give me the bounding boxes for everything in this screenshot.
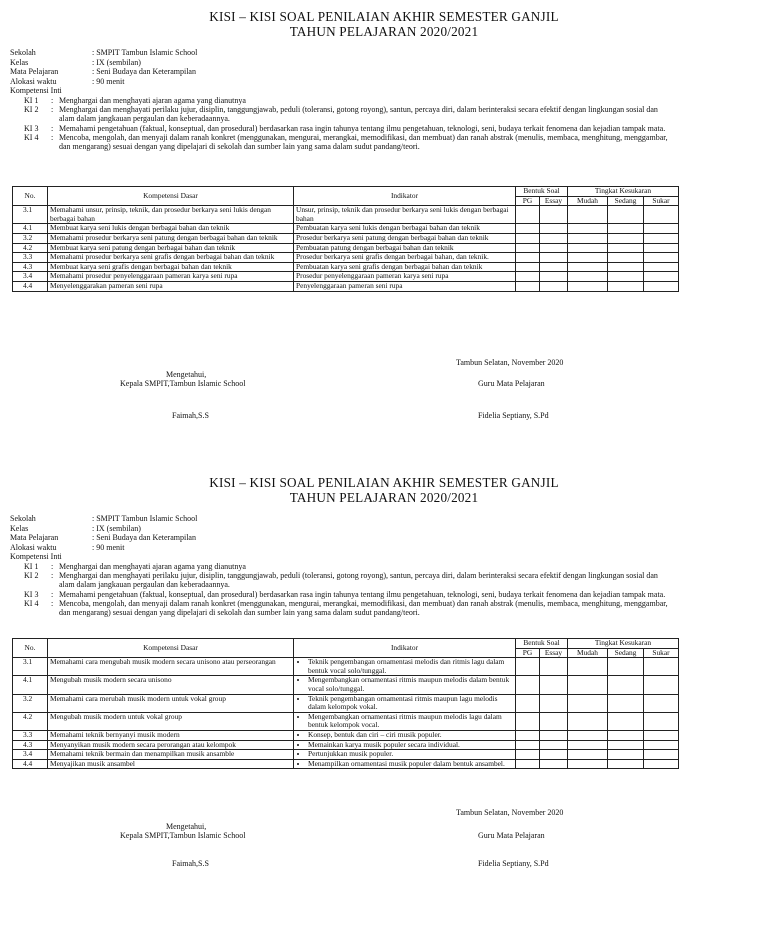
- cell-no: 3.1: [13, 658, 48, 676]
- ki-row: KI 4 : Mencoba, mengolah, dan menyaji dalam ranah konkret (menggunakan, mengurai, merangkai, memodifikasi, dan membuat) dan ranah abstrak (menulis, membaca, menghitung, menggambar, dan mengarang) sesuai dengan yang dipelajari di sekolah dan sumber lain yang sama dalam sudut pandang/teori.: [24, 599, 668, 617]
- cell-no: 4.3: [13, 262, 48, 272]
- document-sheet-1: [0, 6, 768, 420]
- identity-block: [0, 48, 768, 86]
- cell-sukar: [644, 281, 679, 291]
- cell-kompetensi-dasar: Membuat karya seni patung dengan berbagai bahan dan teknik: [48, 243, 294, 253]
- cell-pg: [516, 272, 540, 282]
- cell-no: 3.4: [13, 272, 48, 282]
- cell-mudah: [568, 253, 608, 263]
- cell-sedang: [608, 281, 644, 291]
- doc-title: KISI – KISI SOAL PENILAIAN AKHIR SEMESTER GANJIL: [209, 9, 559, 24]
- table-row: [13, 730, 679, 740]
- cell-pg: [516, 224, 540, 234]
- kompetensi-inti-heading: Kompetensi Inti: [10, 552, 62, 561]
- kepala-name: Faimah,S.S: [172, 411, 209, 420]
- table-row: [13, 281, 679, 291]
- identity-mapel: Mata Pelajaran : Seni Budaya dan Keterampilan: [10, 67, 196, 76]
- kisi-table: [12, 638, 679, 769]
- col-kompetensi-dasar: Kompetensi Dasar: [48, 639, 294, 658]
- cell-essay: [540, 658, 568, 676]
- cell-kompetensi-dasar: Memahami unsur, prinsip, teknik, dan prosedur berkarya seni lukis dengan berbagai bahan: [48, 206, 294, 224]
- place-date: Tambun Selatan, November 2020: [456, 358, 564, 367]
- cell-kompetensi-dasar: Memahami prosedur berkarya seni patung dengan berbagai bahan dan teknik: [48, 233, 294, 243]
- cell-sedang: [608, 694, 644, 712]
- kepala-title: Kepala SMPIT,Tambun Islamic School: [120, 831, 246, 840]
- cell-sedang: [608, 730, 644, 740]
- cell-pg: [516, 694, 540, 712]
- cell-kompetensi-dasar: Membuat karya seni grafis dengan berbagai bahan dan teknik: [48, 262, 294, 272]
- ki-row: KI 1 : Menghargai dan menghayati ajaran agama yang dianutnya: [24, 95, 246, 105]
- cell-mudah: [568, 224, 608, 234]
- ki-row: KI 2 : Menghargai dan menghayati perilaku jujur, disiplin, tanggungjawab, peduli (toleransi, gotong royong), santun, percaya diri, dalam berinteraksi secara efektif dengan lingkungan sosial dan alam dalam jangkauan pergaulan dan keberadaannya.: [24, 105, 658, 123]
- col-essay: Essay: [540, 648, 568, 658]
- cell-indikator: [294, 730, 516, 740]
- table-row: [13, 694, 679, 712]
- col-mudah: Mudah: [568, 648, 608, 658]
- cell-no: 3.4: [13, 750, 48, 760]
- cell-mudah: [568, 750, 608, 760]
- table-row: [13, 676, 679, 694]
- col-pg: PG: [516, 648, 540, 658]
- cell-indikator: Pembuatan karya seni grafis dengan berbagai bahan dan teknik: [294, 262, 516, 272]
- cell-kompetensi-dasar: Menyanyikan musik modern secara perorangan atau kelompok: [48, 740, 294, 750]
- cell-mudah: [568, 233, 608, 243]
- indikator-bullet: • Konsep, bentuk dan ciri – ciri musik populer.: [308, 731, 513, 740]
- table-row: [13, 233, 679, 243]
- cell-sedang: [608, 206, 644, 224]
- cell-essay: [540, 676, 568, 694]
- identity-kelas: Kelas : IX (sembilan): [10, 57, 141, 67]
- cell-essay: [540, 740, 568, 750]
- col-bentuk-soal: Bentuk Soal: [516, 187, 568, 197]
- cell-kompetensi-dasar: Memahami cara merubah musik modern untuk vokal group: [48, 694, 294, 712]
- table-body: [13, 206, 679, 291]
- cell-essay: [540, 750, 568, 760]
- cell-sukar: [644, 759, 679, 769]
- cell-mudah: [568, 740, 608, 750]
- col-tingkat-kesukaran: Tingkat Kesukaran: [568, 187, 679, 197]
- cell-sukar: [644, 262, 679, 272]
- table-body: [13, 658, 679, 769]
- cell-pg: [516, 233, 540, 243]
- cell-indikator: [294, 658, 516, 676]
- guru-title: Guru Mata Pelajaran: [478, 831, 545, 840]
- identity-alokasi: Alokasi waktu : 90 menit: [10, 542, 125, 552]
- cell-sedang: [608, 233, 644, 243]
- cell-sukar: [644, 658, 679, 676]
- col-indikator: Indikator: [294, 187, 516, 206]
- cell-indikator: Pembuatan patung dengan berbagai bahan dan teknik: [294, 243, 516, 253]
- indikator-bullet: • Mengembangkan ornamentasi ritmis maupun melodis dalam bentuk vocal solo/tunggal.: [308, 676, 513, 693]
- table-row: [13, 272, 679, 282]
- cell-no: 4.4: [13, 759, 48, 769]
- cell-no: 4.2: [13, 243, 48, 253]
- col-tingkat-kesukaran: Tingkat Kesukaran: [568, 639, 679, 649]
- cell-no: 4.4: [13, 281, 48, 291]
- kepala-title: Kepala SMPIT,Tambun Islamic School: [120, 379, 246, 388]
- cell-sukar: [644, 740, 679, 750]
- cell-indikator: Pembuatan karya seni lukis dengan berbagai bahan dan teknik: [294, 224, 516, 234]
- place-date: Tambun Selatan, November 2020: [456, 808, 564, 817]
- cell-sukar: [644, 224, 679, 234]
- cell-pg: [516, 759, 540, 769]
- cell-pg: [516, 750, 540, 760]
- cell-indikator: Prosedur penyelenggaraan pameran karya seni rupa: [294, 272, 516, 282]
- cell-pg: [516, 281, 540, 291]
- table-row: [13, 750, 679, 760]
- indikator-bullet: • Teknik pengembangan ornamentasi ritmis maupun lagu melodis dalam kelompok vokal.: [308, 695, 513, 712]
- cell-pg: [516, 206, 540, 224]
- table-row: [13, 206, 679, 224]
- cell-pg: [516, 262, 540, 272]
- indikator-bullet: • Mengembangkan ornamentasi ritmis maupun melodis lagu dalam bentuk kelompok vocal.: [308, 713, 513, 730]
- cell-mudah: [568, 281, 608, 291]
- table-row: [13, 740, 679, 750]
- col-indikator: Indikator: [294, 639, 516, 658]
- document-sheet-2: [0, 472, 768, 868]
- table-row: [13, 658, 679, 676]
- cell-indikator: [294, 694, 516, 712]
- ki-row: KI 2 : Menghargai dan menghayati perilaku jujur, disiplin, tanggungjawab, peduli (toleransi, gotong royong), santun, percaya diri, dalam berinteraksi secara efektif dengan lingkungan sosial dan alam dalam jangkauan pergaulan dan keberadaannya.: [24, 571, 658, 589]
- cell-mudah: [568, 658, 608, 676]
- cell-mudah: [568, 206, 608, 224]
- col-kompetensi-dasar: Kompetensi Dasar: [48, 187, 294, 206]
- cell-mudah: [568, 730, 608, 740]
- table-row: [13, 759, 679, 769]
- cell-kompetensi-dasar: Mengubah musik modern untuk vokal group: [48, 712, 294, 730]
- cell-indikator: [294, 759, 516, 769]
- table-row: [13, 253, 679, 263]
- ki-row: KI 3 : Memahami pengetahuan (faktual, konseptual, dan prosedural) berdasarkan rasa ingin tahunya tentang ilmu pengetahuan, teknologi, seni, budaya terkait fenomena dan kejadian tampak mata.: [24, 589, 666, 599]
- col-sukar: Sukar: [644, 196, 679, 206]
- cell-pg: [516, 712, 540, 730]
- cell-pg: [516, 243, 540, 253]
- col-pg: PG: [516, 196, 540, 206]
- cell-pg: [516, 730, 540, 740]
- cell-kompetensi-dasar: Menyajikan musik ansambel: [48, 759, 294, 769]
- cell-kompetensi-dasar: Mengubah musik modern secara unisono: [48, 676, 294, 694]
- cell-no: 4.2: [13, 712, 48, 730]
- cell-no: 3.1: [13, 206, 48, 224]
- cell-mudah: [568, 243, 608, 253]
- cell-essay: [540, 206, 568, 224]
- cell-mudah: [568, 272, 608, 282]
- indikator-bullet: • Memainkan karya musik populer secara individual.: [308, 741, 513, 750]
- ki-row: KI 1 : Menghargai dan menghayati ajaran agama yang dianutnya: [24, 561, 246, 571]
- cell-mudah: [568, 676, 608, 694]
- cell-sukar: [644, 712, 679, 730]
- indikator-bullet: • Pertunjukkan musik populer.: [308, 750, 513, 759]
- cell-sedang: [608, 262, 644, 272]
- cell-mudah: [568, 694, 608, 712]
- doc-subtitle: TAHUN PELAJARAN 2020/2021: [289, 24, 479, 39]
- cell-sukar: [644, 730, 679, 740]
- cell-no: 4.1: [13, 676, 48, 694]
- cell-pg: [516, 253, 540, 263]
- cell-indikator: Unsur, prinsip, teknik dan prosedur berkarya seni lukis dengan berbagai bahan: [294, 206, 516, 224]
- indikator-bullet: • Menampilkan ornamentasi musik populer dalam bentuk ansambel.: [308, 760, 513, 769]
- kisi-table: [12, 186, 679, 292]
- cell-pg: [516, 676, 540, 694]
- doc-title: KISI – KISI SOAL PENILAIAN AKHIR SEMESTER GANJIL: [209, 475, 559, 490]
- kepala-name: Faimah,S.S: [172, 859, 209, 868]
- cell-sukar: [644, 676, 679, 694]
- kompetensi-inti-heading: Kompetensi Inti: [10, 86, 62, 95]
- identity-block: [0, 514, 768, 552]
- cell-sedang: [608, 253, 644, 263]
- table-row: [13, 262, 679, 272]
- cell-sukar: [644, 694, 679, 712]
- cell-no: 3.3: [13, 253, 48, 263]
- cell-kompetensi-dasar: Memahami teknik bernyanyi musik modern: [48, 730, 294, 740]
- cell-sukar: [644, 243, 679, 253]
- cell-essay: [540, 272, 568, 282]
- table-row: [13, 712, 679, 730]
- cell-no: 4.3: [13, 740, 48, 750]
- table-row: [13, 243, 679, 253]
- cell-essay: [540, 253, 568, 263]
- cell-mudah: [568, 262, 608, 272]
- cell-kompetensi-dasar: Memahami cara mengubah musik modern secara unisono atau perseorangan: [48, 658, 294, 676]
- col-essay: Essay: [540, 196, 568, 206]
- ki-row: KI 4 : Mencoba, mengolah, dan menyaji dalam ranah konkret (menggunakan, mengurai, merangkai, memodifikasi, dan membuat) dan ranah abstrak (menulis, membaca, menghitung, menggambar, dan mengarang) sesuai dengan yang dipelajari di sekolah dan sumber lain yang sama dalam sudut pandang/teori.: [24, 133, 668, 151]
- cell-no: 3.3: [13, 730, 48, 740]
- identity-mapel: Mata Pelajaran : Seni Budaya dan Keterampilan: [10, 533, 196, 542]
- cell-essay: [540, 694, 568, 712]
- cell-mudah: [568, 759, 608, 769]
- cell-essay: [540, 262, 568, 272]
- cell-mudah: [568, 712, 608, 730]
- cell-indikator: [294, 712, 516, 730]
- cell-sedang: [608, 740, 644, 750]
- cell-sedang: [608, 676, 644, 694]
- cell-pg: [516, 740, 540, 750]
- cell-kompetensi-dasar: Menyelenggarakan pameran seni rupa: [48, 281, 294, 291]
- cell-essay: [540, 730, 568, 740]
- cell-sedang: [608, 712, 644, 730]
- cell-indikator: Prosedur berkarya seni patung dengan berbagai bahan dan teknik: [294, 233, 516, 243]
- col-mudah: Mudah: [568, 196, 608, 206]
- cell-sukar: [644, 253, 679, 263]
- indikator-bullet: • Teknik pengembangan ornamentasi melodis dan ritmis lagu dalam bentuk vocal solo/tunggal.: [308, 658, 513, 675]
- cell-sukar: [644, 272, 679, 282]
- cell-essay: [540, 759, 568, 769]
- cell-kompetensi-dasar: Membuat karya seni lukis dengan berbagai bahan dan teknik: [48, 224, 294, 234]
- ki-row: KI 3 : Memahami pengetahuan (faktual, konseptual, dan prosedural) berdasarkan rasa ingin tahunya tentang ilmu pengetahuan, teknologi, seni, budaya terkait fenomena dan kejadian tampak mata.: [24, 123, 666, 133]
- mengetahui-label: Mengetahui,: [166, 370, 207, 379]
- table-row: [13, 224, 679, 234]
- cell-sedang: [608, 272, 644, 282]
- cell-no: 4.1: [13, 224, 48, 234]
- cell-sedang: [608, 658, 644, 676]
- cell-sedang: [608, 759, 644, 769]
- cell-essay: [540, 281, 568, 291]
- cell-essay: [540, 712, 568, 730]
- cell-kompetensi-dasar: Memahami prosedur penyelenggaraan pameran karya seni rupa: [48, 272, 294, 282]
- guru-name: Fidelia Septiany, S.Pd: [478, 859, 549, 868]
- col-sedang: Sedang: [608, 648, 644, 658]
- cell-indikator: [294, 750, 516, 760]
- col-bentuk-soal: Bentuk Soal: [516, 639, 568, 649]
- col-sedang: Sedang: [608, 196, 644, 206]
- cell-sukar: [644, 206, 679, 224]
- cell-pg: [516, 658, 540, 676]
- cell-sukar: [644, 750, 679, 760]
- guru-name: Fidelia Septiany, S.Pd: [478, 411, 549, 420]
- cell-indikator: [294, 676, 516, 694]
- col-no: No.: [13, 639, 48, 658]
- cell-kompetensi-dasar: Memahami teknik bermain dan menampilkan musik ansamble: [48, 750, 294, 760]
- identity-kelas: Kelas : IX (sembilan): [10, 523, 141, 533]
- mengetahui-label: Mengetahui,: [166, 822, 207, 831]
- cell-sedang: [608, 224, 644, 234]
- cell-no: 3.2: [13, 233, 48, 243]
- doc-subtitle: TAHUN PELAJARAN 2020/2021: [289, 490, 479, 505]
- cell-essay: [540, 243, 568, 253]
- cell-sukar: [644, 233, 679, 243]
- cell-sedang: [608, 750, 644, 760]
- col-sukar: Sukar: [644, 648, 679, 658]
- identity-sekolah: Sekolah : SMPIT Tambun Islamic School: [10, 48, 198, 57]
- cell-essay: [540, 233, 568, 243]
- cell-indikator: Penyelenggaraan pameran seni rupa: [294, 281, 516, 291]
- col-no: No.: [13, 187, 48, 206]
- cell-sedang: [608, 243, 644, 253]
- cell-essay: [540, 224, 568, 234]
- identity-sekolah: Sekolah : SMPIT Tambun Islamic School: [10, 514, 198, 523]
- guru-title: Guru Mata Pelajaran: [478, 379, 545, 388]
- cell-indikator: Prosedur berkarya seni grafis dengan berbagai bahan, dan teknik.: [294, 253, 516, 263]
- cell-indikator: [294, 740, 516, 750]
- identity-alokasi: Alokasi waktu : 90 menit: [10, 76, 125, 86]
- cell-kompetensi-dasar: Memahami prosedur berkarya seni grafis dengan berbagai bahan dan teknik: [48, 253, 294, 263]
- cell-no: 3.2: [13, 694, 48, 712]
